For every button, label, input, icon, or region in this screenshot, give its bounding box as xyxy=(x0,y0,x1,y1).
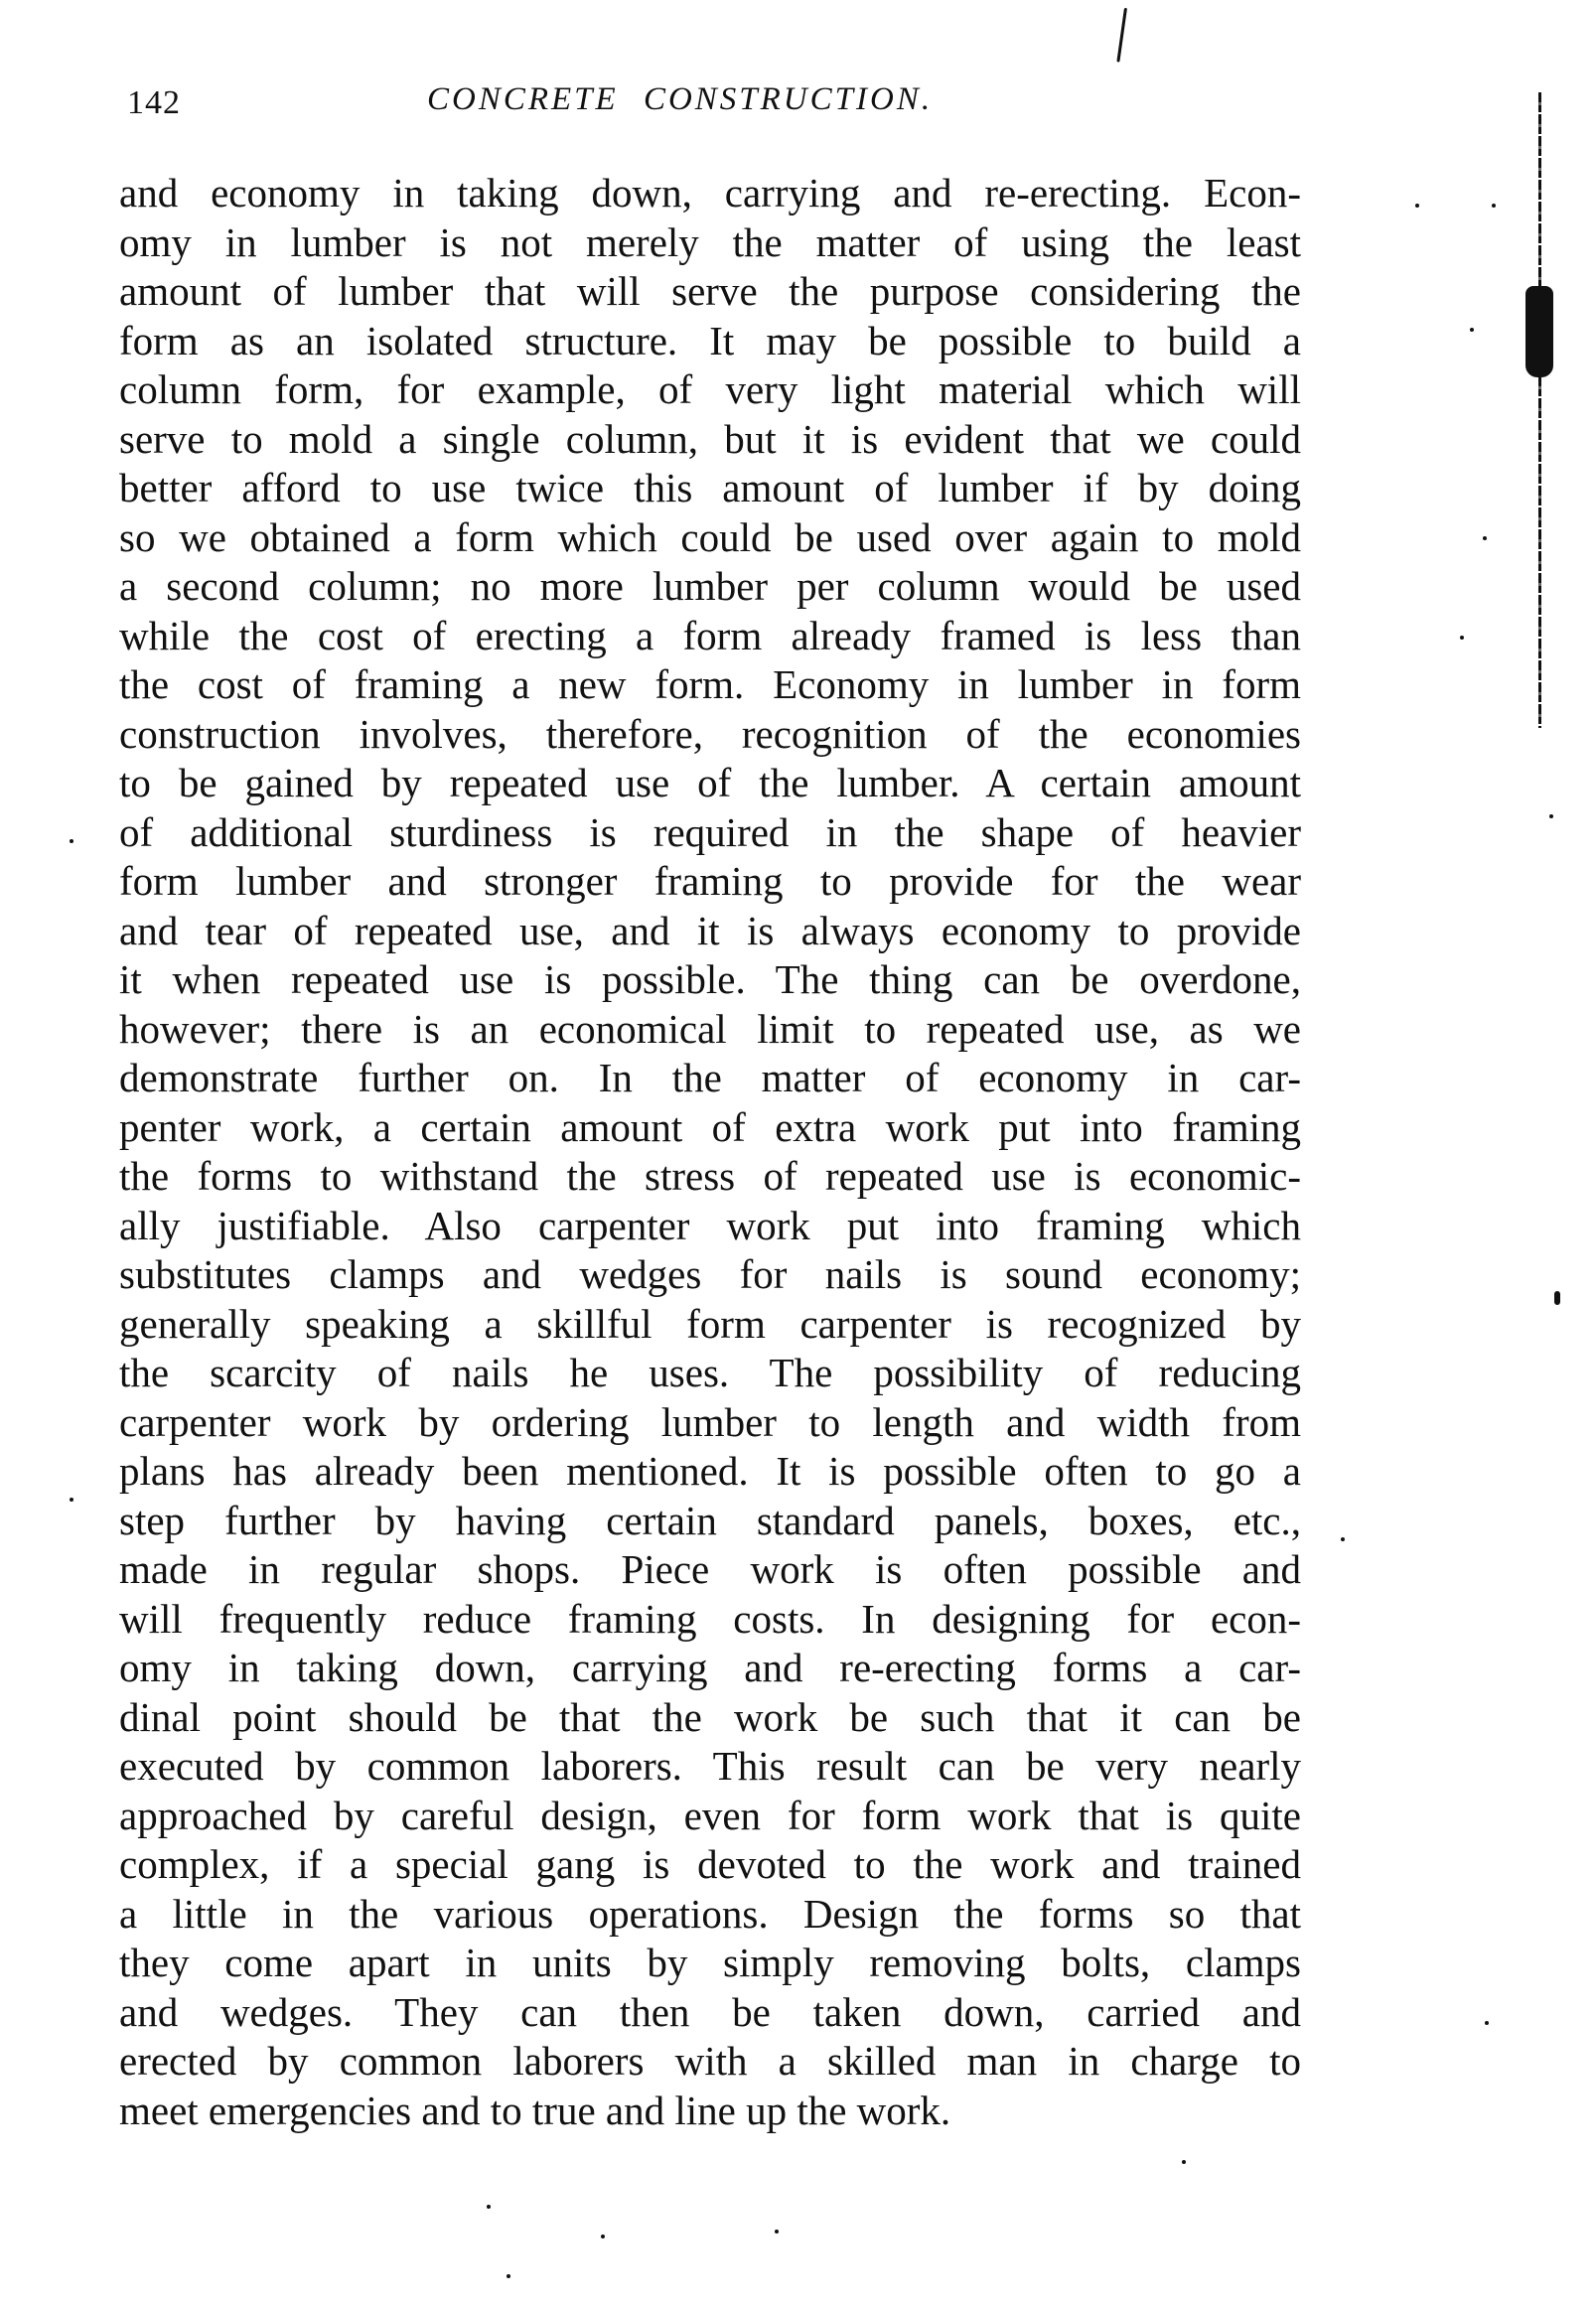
scan-page-edge xyxy=(1538,92,1541,728)
text-line: form lumber and stronger framing to provide for the wear xyxy=(119,858,1301,904)
scan-speck xyxy=(1460,636,1464,640)
text-line: they come apart in units by simply removing bolts, clamps xyxy=(119,1940,1301,1985)
text-line: step further by having certain standard panels, boxes, etc., xyxy=(119,1497,1301,1543)
text-line: erected by common laborers with a skilled man in charge to xyxy=(119,2038,1301,2084)
text-line: construction involves, therefore, recognition of the economies xyxy=(119,710,1301,757)
text-line: and economy in taking down, carrying and re-erecting. Econ- xyxy=(119,170,1301,216)
scan-speck xyxy=(1415,204,1419,208)
text-line: while the cost of erecting a form already framed is less than xyxy=(119,612,1301,658)
scan-speck xyxy=(70,1498,73,1502)
scan-page-edge-blot xyxy=(1525,286,1553,377)
text-line: the cost of framing a new form. Economy in lumber in form xyxy=(119,661,1301,707)
text-line-last: meet emergencies and to true and line up the work. xyxy=(119,2087,951,2133)
scan-speck xyxy=(1182,2160,1186,2164)
text-line: it when repeated use is possible. The thing can be overdone, xyxy=(119,956,1301,1002)
text-line: generally speaking a skillful form carpenter is recognized by xyxy=(119,1300,1301,1347)
text-line: serve to mold a single column, but it is evident that we could xyxy=(119,415,1301,462)
scan-speck xyxy=(601,2235,605,2238)
text-line: substitutes clamps and wedges for nails is sound economy; xyxy=(119,1251,1301,1297)
scan-speck xyxy=(1341,1537,1345,1541)
scan-speck xyxy=(1492,204,1496,208)
scan-speck xyxy=(1483,536,1487,540)
text-line: omy in lumber is not merely the matter of using the least xyxy=(119,218,1301,265)
text-line: made in regular shops. Piece work is often possible and xyxy=(119,1546,1301,1592)
text-line: demonstrate further on. In the matter of economy in car- xyxy=(119,1055,1301,1100)
scan-speck xyxy=(507,2274,510,2278)
scan-ink-blot xyxy=(1554,1291,1560,1305)
text-line: and wedges. They can then be taken down, carried and xyxy=(119,1988,1301,2035)
text-line: a second column; no more lumber per column would be used xyxy=(119,563,1301,609)
text-line: omy in taking down, carrying and re-erecting forms a car- xyxy=(119,1645,1301,1690)
text-line: the forms to withstand the stress of repeated use is economic- xyxy=(119,1153,1301,1199)
text-line: a little in the various operations. Design the forms so that xyxy=(119,1890,1301,1937)
scan-speck xyxy=(1485,2021,1489,2025)
scan-mark-stroke xyxy=(1116,8,1127,63)
text-line: form as an isolated structure. It may be possible to build a xyxy=(119,317,1301,363)
text-line: column form, for example, of very light material which will xyxy=(119,366,1301,412)
scan-speck xyxy=(1549,814,1553,818)
text-line: to be gained by repeated use of the lumber. A certain amount xyxy=(119,760,1301,805)
scan-speck xyxy=(775,2230,779,2234)
scan-speck xyxy=(1470,328,1474,332)
text-line: the scarcity of nails he uses. The possibility of reducing xyxy=(119,1350,1301,1395)
text-line: dinal point should be that the work be such that it can be xyxy=(119,1693,1301,1740)
text-line: of additional sturdiness is required in the shape of heavier xyxy=(119,808,1301,855)
scan-speck xyxy=(70,839,73,843)
text-line: amount of lumber that will serve the purpose considering the xyxy=(119,268,1301,314)
body-paragraph xyxy=(119,169,1301,2135)
text-line: approached by careful design, even for form work that is quite xyxy=(119,1792,1301,1838)
text-line: ally justifiable. Also carpenter work put into framing which xyxy=(119,1202,1301,1248)
text-line: penter work, a certain amount of extra work put into framing xyxy=(119,1103,1301,1150)
scan-speck xyxy=(487,2205,491,2209)
text-line: however; there is an economical limit to repeated use, as we xyxy=(119,1005,1301,1052)
text-line: so we obtained a form which could be used over again to mold xyxy=(119,513,1301,560)
text-line: better afford to use twice this amount of lumber if by doing xyxy=(119,465,1301,510)
text-line: executed by common laborers. This result can be very nearly xyxy=(119,1743,1301,1789)
text-line: and tear of repeated use, and it is always economy to provide xyxy=(119,907,1301,953)
page-number: 142 xyxy=(127,84,181,121)
text-line: carpenter work by ordering lumber to length and width from xyxy=(119,1398,1301,1445)
text-line: will frequently reduce framing costs. In designing for econ- xyxy=(119,1595,1301,1642)
text-line: plans has already been mentioned. It is possible often to go a xyxy=(119,1448,1301,1494)
running-head: CONCRETE CONSTRUCTION. xyxy=(427,81,934,117)
text-line: complex, if a special gang is devoted to the work and trained xyxy=(119,1841,1301,1887)
